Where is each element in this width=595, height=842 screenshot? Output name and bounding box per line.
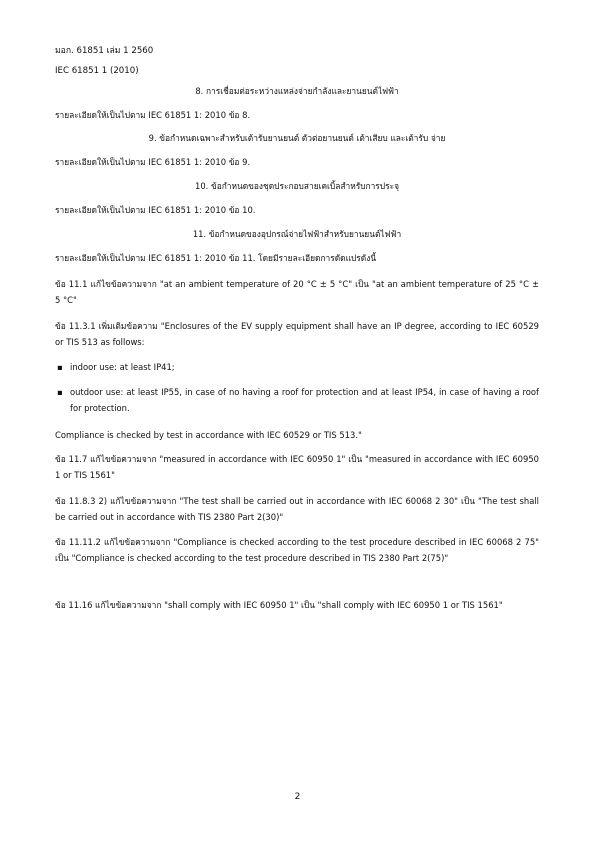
- bullet-icon: ▪: [57, 387, 63, 397]
- section-10-body: รายละเอียดให้เป็นไปตาม IEC 61851 1: 2010 ข้อ 10.: [55, 205, 256, 215]
- section-9-body: รายละเอียดให้เป็นไปตาม IEC 61851 1: 2010 ข้อ 9.: [55, 157, 251, 167]
- standard-number: มอก. 61851 เล่ม 1 2560: [55, 46, 154, 56]
- section-10-heading: 10. ข้อกำหนดของชุดประกอบสายเคเบิ้ลสำหรับการประจุ: [194, 181, 400, 191]
- clause-11-16: ข้อ 11.16 แก้ไขข้อความจาก "shall comply with IEC 60950 1" เป็น "shall comply with IEC 60950 1 or TIS 1561": [55, 600, 503, 610]
- page-number: 2: [294, 792, 301, 802]
- clause-11-8-3: ข้อ 11.8.3 2) แก้ไขข้อความจาก "The test shall be carried out in accordance with IEC 60068 2 30" เป็น "The test shall be carried out in accordance with TIS 2380 Part 2(30)": [55, 496, 539, 522]
- bullet-icon: ▪: [57, 362, 63, 372]
- list-item-text: indoor use: at least IP41;: [70, 362, 175, 372]
- section-11-body: รายละเอียดให้เป็นไปตาม IEC 61851 1: 2010 ข้อ 11. โดยมีรายละเอียดการดัดแปรดังนี้: [55, 253, 377, 263]
- iec-reference: IEC 61851 1 (2010): [55, 66, 139, 76]
- list-item-outdoor: [55, 384, 539, 416]
- compliance-note: Compliance is checked by test in accordance with IEC 60529 or TIS 513.": [55, 430, 362, 440]
- section-8-body: รายละเอียดให้เป็นไปตาม IEC 61851 1: 2010 ข้อ 8.: [55, 110, 251, 120]
- section-11-heading: 11. ข้อกำหนดของอุปกรณ์จ่ายไฟฟ้าสำหรับยานยนต์ไฟฟ้า: [192, 229, 402, 239]
- clause-11-3-1: ข้อ 11.3.1 เพิ่มเติมข้อความ "Enclosures of the EV supply equipment shall have an IP degree, according to IEC 60529 or TIS 513 as follows:: [55, 321, 539, 347]
- list-item-indoor: [55, 359, 539, 375]
- list-item-text: outdoor use: at least IP55, in case of no having a roof for protection and at least IP54, in case of having a roof for protection.: [70, 387, 539, 413]
- clause-11-7: ข้อ 11.7 แก้ไขข้อความจาก "measured in accordance with IEC 60950 1" เป็น "measured in accordance with IEC 60950 1 or TIS 1561": [55, 454, 539, 480]
- clause-11-11-2: ข้อ 11.11.2 แก้ไขข้อความจาก "Compliance is checked according to the test procedure described in IEC 60068 2 75" เป็น "Compliance is checked according to the test procedure described in TIS 2380 Part 2(75)": [55, 537, 539, 563]
- section-8-heading: 8. การเชื่อมต่อระหว่างแหล่งจ่ายกำลังและยานยนต์ไฟฟ้า: [195, 86, 399, 96]
- section-9-heading: 9. ข้อกำหนดเฉพาะสำหรับเต้ารับยานยนต์ ตัวต่อยานยนต์ เต้าเสียบ และเต้ารับ จ่าย: [148, 133, 446, 143]
- clause-11-1: ข้อ 11.1 แก้ไขข้อความจาก "at an ambient temperature of 20 °C ± 5 °C" เป็น "at an ambient temperature of 25 °C ± 5 °C": [55, 279, 539, 305]
